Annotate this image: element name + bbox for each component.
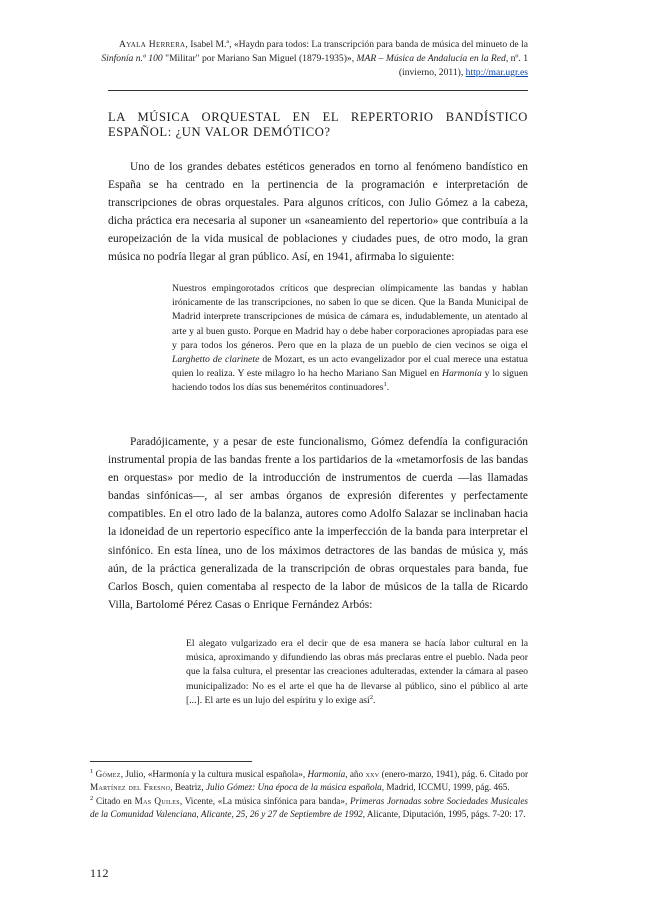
quote1-text-c: y lo siguen haciendo todos los días sus beneméritos continuadores [172,368,529,394]
footnote-2-a: Citado en [95,795,135,806]
footnote-1 [90,768,528,795]
footnote-1-journal: Harmonía [307,769,346,779]
running-header [90,38,528,80]
footnote-rule [90,761,252,762]
footnote-2-number: 2 [90,794,94,802]
footnote-ref-2[interactable]: 2 [369,693,373,701]
footnote-1-number: 1 [90,767,94,775]
footnote-2-b: , Vicente, «La música sinfónica para banda», [179,795,351,806]
header-journal: MAR – Música de Andalucía en la Red [356,53,506,64]
footnote-ref-1[interactable]: 1 [383,381,387,389]
footnote-2-c: , Alicante, Diputación, 1995, págs. 7-20: 17. [362,808,526,819]
header-work-title: Sinfonía n.º 100 [101,53,163,64]
footnote-1-c: (enero-marzo, 1941), pág. 6. Citado por [379,769,529,779]
quote1-larghetto: Larghetto de clarinete [172,354,260,366]
quote1-end: . [386,382,390,394]
footnote-1-b: , año [345,769,366,779]
quote1-harmonia: Harmonía [441,368,482,380]
page-number: 112 [90,866,110,880]
quote1-text-a: Nuestros empingorotados críticos que desprecian olímpicamente las bandas y hablan irónicamente de las transcripciones, no saben lo que se dicen. Que la Banda Municipal de Madrid interprete transcripciones de música de cámara es, indudablemente, un atentado al arte y al buen gusto. Porque en Madrid hay o debe haber corporaciones apropiadas para ese y para todos los géneros. Pero que en la plaza de un pueblo de cien vecinos se oiga el [172,283,528,351]
footnote-1-d: , Beatriz, [170,782,206,793]
header-author-rest: , Isabel M.ª, «Haydn para todos: La transcripción para banda de música del minueto de la [185,39,528,50]
footnote-2 [90,795,528,822]
paragraph-2: Paradójicamente, y a pesar de este funcionalismo, Gómez defendía la configuración instrumental propia de las bandas frente a los partidarios de la «metamorfosis de las bandas en orquestas» por medio de la introducción de instrumentos de cuerda —las llamadas bandas sinfónicas—, al ser ambas órganos de expresión diferentes y perfectamente compatibles. En el otro lado de la balanza, autores como Adolfo Salazar se inclinaban hacia la idoneidad de un repertorio específico ante la imperfección de la banda para interpretar el sinfónico. En esta línea, uno de los máximos detractores de las bandas de música y, más aún, de la práctica generalizada de la transcripción de obras orquestales para banda, fue Carlos Bosch, quien comentaba al respecto de la labor de músicos de la talla de Ricardo Villa, Bartolomé Pérez Casas o Enrique Fernández Arbós: [108,436,528,611]
block-quote-2 [186,637,528,708]
footnote-1-a: , Julio, «Harmonía y la cultura musical española», [120,769,308,779]
header-url-link[interactable]: http://mar.ugr.es [465,67,528,78]
header-issue: , nº. 1 (invierno, 2011), [398,53,528,78]
header-after-work: "Militar" por Mariano San Miguel (1879-1935)», [162,53,357,64]
footnote-1-year: xxv [365,769,380,779]
quote2-end: . [373,694,376,706]
block-quote-1 [172,282,528,396]
quote1-text-b: de Mozart, es un acto evangelizador por el cual merece una estatua quien lo realiza. Y este milagro lo ha hecho Mariano San Miguel en [172,354,528,380]
header-author: Ayala Herrera [118,39,186,50]
footnote-2-book: Primeras Jornadas sobre Sociedades Musicales de la Comunidad Valenciana, Alicante, 25, 26 y 27 de Septiembre de 1992 [90,795,528,819]
footnote-1-e: , Madrid, ICCMU, 1999, pág. 465. [381,782,510,793]
footnote-1-author: Gómez [95,769,121,779]
section-title: LA MÚSICA ORQUESTAL EN EL REPERTORIO BANDÍSTICO ESPAÑOL: ¿UN VALOR DEMÓTICO? [108,110,528,139]
paragraph-1: Uno de los grandes debates estéticos generados en torno al fenómeno bandístico en España se ha centrado en la pertinencia de la programación e interpretación de transcripciones de obras orquestales. Para algunos críticos, con Julio Gómez a la cabeza, dicha práctica era necesaria al suponer un «saneamiento del repertorio» que contribuía a la europeización de la vida musical de poblaciones y ciudades pues, de otro modo, la gran música no podría llegar al gran público. Así, en 1941, afirmaba lo siguiente: [108,161,528,264]
footnotes [90,768,528,821]
footnote-1-author2: Martínez del Fresno [90,782,171,793]
header-rule [108,90,528,91]
footnote-2-author: Mas Quiles [134,795,180,806]
footnote-1-book: Julio Gómez: Una época de la música española [205,782,382,793]
quote2-text: El alegato vulgarizado era el decir que de esa manera se hacía labor cultural en la música, aproximando y difundiendo las obras más preclaras entre el pueblo. Nada peor que la falsa cultura, el presentar las creaciones adulteradas, extender la cámara al paseo municipalizado: No es el arte el que ha de llevarse al público, sino el público al arte [...]. El arte es un lujo del espíritu y lo exige así [186,638,528,706]
